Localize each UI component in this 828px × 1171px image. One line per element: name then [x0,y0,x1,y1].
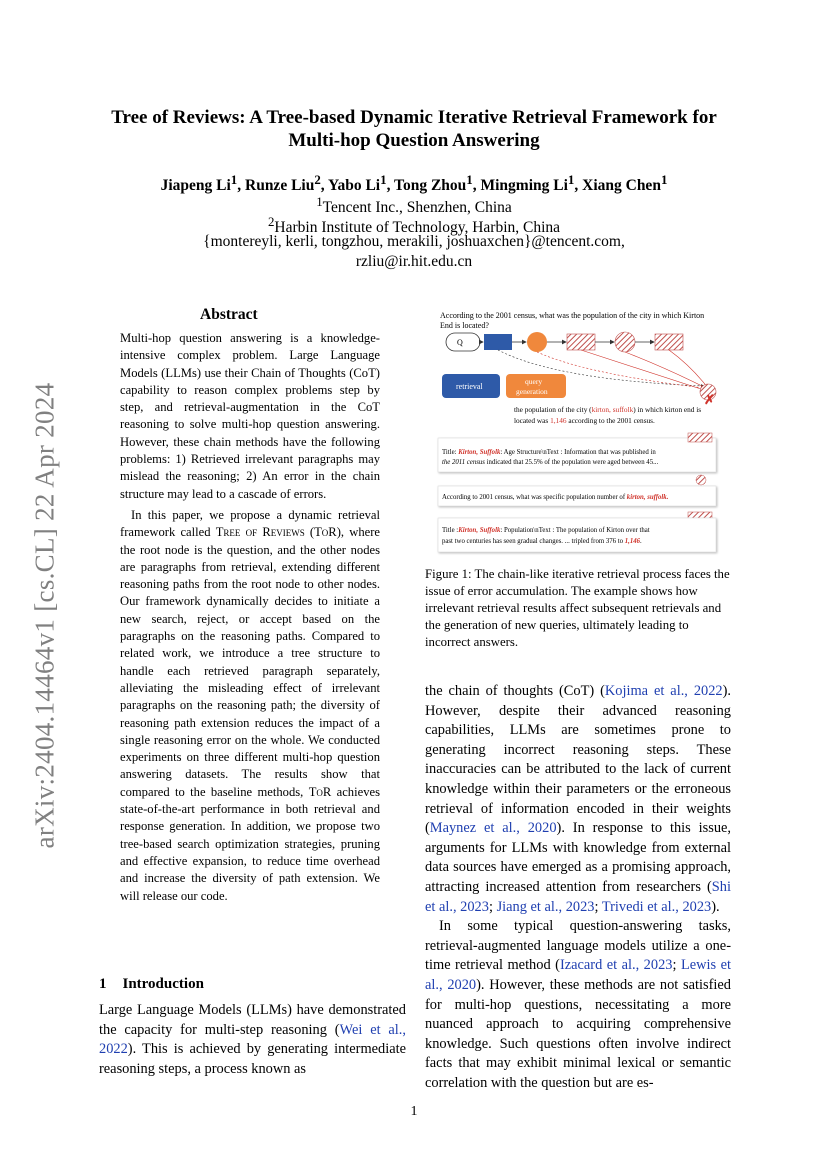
author-name: Yabo Li$^1$ [327,172,387,195]
retrieved-paragraph-box-2 [438,518,716,552]
paragraph-1-line-2: the 2011 census indicated that 25.5% of the population were aged between 45... [442,459,659,466]
retrieval-node-2 [567,334,595,350]
abstract-paragraph-2: In this paper, we propose a dynamic retrieval framework called Tree of Reviews (ToR), where the root node is the question, and the other nodes are paragraphs from retrieval, extending different reasoning paths from the root node to other nodes. Our framework dynamically decides to initiate a new search, reject, or accept based on the paragraphs on the reasoning paths. Compared to related work, we introduce a tree structure to handle each retrieved paragraph separately, alleviating the misleading effect of irrelevant paragraphs on the reasoning path; the diversity of reasoning path extension reduces the impact of a single reasoning error on the whole. We conducted experiments on three different multi-hop question answering datasets. The results show that compared to the baseline methods, ToR achieves state-of-the-art performance in both retrieval and response generation. In addition, we propose two tree-based search optimization strategies, pruning and effective expansion, to reduce time overhead and increase the diversity of path extension. We will release our code. [120,507,381,903]
citation-link[interactable]: Izacard et al., 2023 [559,957,673,974]
author-list: Jiapeng Li$^1$, Runze Liu$^2$, Yabo Li$^1$, Tong Zhou$^1$, Mingming Li$^1$, Xiang Chen$^1$ [160,172,668,195]
abstract-paragraph-1: Multi-hop question answering is a knowledge-intensive complex problem. Large Language Models (LLMs) use their Chain of Thoughts (CoT) capability to reason complex problems step by step, and retrieval-augmentation in the CoT reasoning to solve multi-hop question answering. However, these chain methods have the following problems: 1) Retrieved irrelevant paragraphs may mislead the reasoning; 2) An error in the chain structure may lead to a cascade of errors. [120,331,380,501]
abstract-heading: Abstract [200,306,258,323]
email-line-1: {montereyli, kerli, tongzhou, merakili, joshuaxchen}@tencent.com, [203,233,625,250]
section-title: Introduction [122,976,204,992]
page-number: 1 [410,1104,418,1119]
title-line-1: Tree of Reviews: A Tree-based Dynamic Iterative Retrieval Framework for [111,107,717,128]
right-paragraph-1: the chain of thoughts (CoT) (Kojima et al., 2022). However, despite their advanced reasoning capabilities, LLMs are sometimes prone to generating incorrect reasoning steps. These inaccuracies can be attributed to the lack of current knowledge within their parameters or the erroneous retrieval of information encoded in their weights (Maynez et al., 2020). In response to this issue, arguments for LLMs with knowledge from external data sources have emerged as a promising approach, attracting increased attention from researchers (Shi et al., 2023; Jiang et al., 2023; Trivedi et al., 2023). [425,683,732,915]
paragraph-1-line-1: Title: Kirton, Suffolk: Age Structure\nText : Information that was published in [442,449,656,456]
citation-link[interactable]: Trivedi et al., 2023 [601,898,712,915]
retrieval-node-1 [484,334,512,350]
generated-query-text: According to 2001 census, what was specific population number of kirton, suffolk. [442,494,669,501]
citation-link[interactable]: Jiang et al., 2023 [496,898,595,915]
title-line-2: Multi-hop Question Answering [288,130,540,151]
email-line-2: rzliu@ir.hit.edu.cn [355,253,473,270]
author-name: Runze Liu$^2$ [245,172,321,195]
citation-link[interactable]: Wei et al., 2022 [99,1021,406,1058]
citation-link[interactable]: Shi et al., 2023 [425,878,731,915]
figure-question-line-1: According to the 2001 census, what was the population of the city in which Kirton [440,311,705,320]
legend-query-label-1: query [525,377,543,386]
paragraph-2-line-1: Title :Kirton, Suffolk: Population\nText : The population of Kirton over that [442,527,650,534]
right-column-text [425,682,731,1093]
abstract-body [120,330,380,909]
arxiv-stamp: arXiv:2404.14464v1 [cs.CL] 22 Apr 2024 [29,382,60,849]
citation-link[interactable]: Maynez et al., 2020 [429,820,557,837]
retrieval-node-3 [655,334,683,350]
affiliation-2: $^2$Harbin Institute of Technology, Harbin, China [267,214,561,237]
error-cross-icon: ✗ [704,392,715,407]
figure-answer-line-2: located was 1,146 according to the 2001 census. [514,416,655,425]
citation-link[interactable]: Kojima et al., 2022 [604,683,723,699]
legend-retrieval-label: retrieval [456,382,483,391]
citation-link[interactable]: Lewis et al., 2020 [425,957,731,993]
intro-paragraph: Large Language Models (LLMs) have demonstrated the capacity for multi-step reasoning (Wei et al., 2022). This is achieved by generating intermediate reasoning steps, a process known as [99,1002,406,1077]
paper-title [80,106,748,152]
question-node-label: Q [457,338,463,347]
figure-answer-line-1: the population of the city (kirton, suffolk) in which kirton end is [514,405,702,414]
author-name: Xiang Chen$^1$ [582,172,668,195]
figure-1 [436,310,732,556]
section-heading-introduction [99,976,220,993]
author-name: Jiapeng Li$^1$ [160,172,238,195]
paragraph-2-line-2: past two centuries has seen gradual changes. ... tripled from 376 to 1,146. [442,538,642,545]
query-node-1 [527,332,547,352]
right-paragraph-2: In some typical question-answering tasks, retrieval-augmented language models utilize a one-time retrieval method (Izacard et al., 2023; Lewis et al., 2020). However, these methods are not satisfied for multi-hop questions, necessitating a more nuanced approach to acquiring comprehensive knowledge. Such questions often involve indirect facts that may exhibit minimal lexical or semantic correlation with the question but are es- [425,918,731,1091]
author-name: Tong Zhou$^1$ [394,172,473,195]
section-number: 1 [99,976,107,992]
affiliation-1: $^1$Tencent Inc., Shenzhen, China [316,194,512,217]
author-name: Mingming Li$^1$ [480,172,575,195]
figure-question-line-2: End is located? [440,321,489,330]
question-node [446,333,480,351]
query-node-2 [615,332,635,352]
legend-query-label-2: generation [516,387,548,396]
figure-caption: Figure 1: The chain-like iterative retrieval process faces the issue of error accumulation. The example shows how irrelevant retrieval results affect subsequent retrievals and the generation of new queries, ultimately leading to incorrect answers. [425,567,730,649]
